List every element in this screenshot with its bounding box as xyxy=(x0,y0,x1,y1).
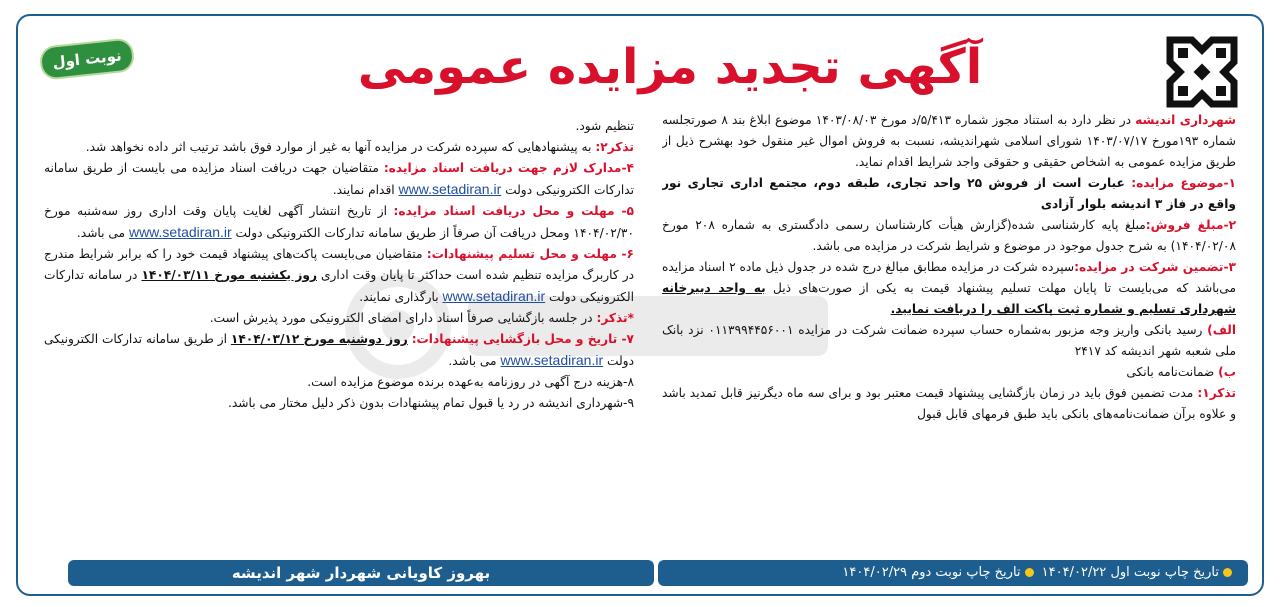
item-9: ۹-شهرداری اندیشه در رد یا قبول تمام پیشنهادات بدون ذکر دلیل مختار می باشد. xyxy=(228,396,634,410)
item-a-text: رسید بانکی واریز وجه مزبور به‌شماره حساب سپرده ضمانت شرکت در مزایده ۰۱۱۳۹۹۴۴۵۶۰۰۱ نزد بانک ملی شعبه شهر اندیشه کد ۲۴۱۷ xyxy=(662,323,1236,358)
setadiran-link[interactable]: www.setadiran.ir xyxy=(442,288,546,304)
intro-text: در نظر دارد به استناد مجوز شماره ۵/۴۱۳/د مورخ ۱۴۰۳/۰۸/۰۳ موضوع ابلاغ بند ۸ صورتجلسه شماره ۱۹۳مورخ ۱۴۰۳/۰۷/۱۷ شورای اسلامی شهراندیشه، نسبت به فروش اموال غیر منقول خود بهشرح ذیل از طریق مزایده عمومی به اشخاص حقیقی و حقوقی واجد شرایط اقدام نماید. xyxy=(662,113,1236,169)
item-4-label: ۴-مدارک لازم جهت دریافت اسناد مزایده: xyxy=(383,161,634,175)
left-column xyxy=(44,116,634,550)
item-4-after: اقدام نمایند. xyxy=(332,183,399,197)
intro-paragraph xyxy=(662,110,1236,173)
item-8: ۸-هزینه درج آگهی در روزنامه به‌عهده برنده موضوع مزایده است. xyxy=(307,375,634,389)
item-7-mid: از طریق سامانه تدارکات الکترونیکی دولت xyxy=(44,332,634,368)
note-star-label: *تذکر: xyxy=(596,311,634,325)
bullet-icon xyxy=(1025,568,1034,577)
item-2-label: ۲-مبلغ فروش: xyxy=(1145,218,1236,232)
note-star xyxy=(44,308,634,329)
second-print-date: ۱۴۰۴/۰۲/۲۹ xyxy=(842,565,908,580)
item-5-after: می باشد. xyxy=(76,226,129,240)
item-b-label: ب) xyxy=(1218,365,1236,379)
note-star-text: در جلسه بازگشایی صرفاً اسناد دارای امضای الکترونیکی مورد پذیرش است. xyxy=(209,311,597,325)
item-a xyxy=(662,320,1236,362)
item-7 xyxy=(44,329,634,372)
item-4 xyxy=(44,158,634,201)
item-3-underlined: به واحد دبیرخانه شهرداری تسلیم و شماره ثبت پاکت الف را دریافت نمایید. xyxy=(662,281,1236,316)
page-title: آگهی تجدید مزایده عمومی xyxy=(357,39,983,95)
item-6-text: متقاضیان می‌بایست پاکت‌های پیشنهاد قیمت خود را که برابر شرایط مندرج در کاربرگ مزایده تنظیم شده است حداکثر تا پایان وقت اداری xyxy=(44,247,634,282)
item-2-text: مبلغ پایه کارشناسی شده(گزارش هیأت کارشناسان رسمی دادگستری به شماره ۲۰۸ مورخ ۱۴۰۴/۰۲/۰۸) به شرح جدول موجود در موضوع و شرایط شرکت در مزایده می باشد. xyxy=(662,218,1236,253)
item-5-label: ۵- مهلت و محل دریافت اسناد مزایده: xyxy=(393,204,634,218)
first-print-date: ۱۴۰۴/۰۲/۲۲ xyxy=(1041,565,1107,580)
item-3-label: ۳-تضمین شرکت در مزایده: xyxy=(1074,260,1236,274)
note-1 xyxy=(662,383,1236,425)
continuation: تنظیم شود. xyxy=(575,119,634,133)
signature-bar: بهروز کاویانی شهردار شهر اندیشه xyxy=(68,560,654,586)
setadiran-link[interactable]: www.setadiran.ir xyxy=(398,181,502,197)
item-b-text: ضمانت‌نامه بانکی xyxy=(1126,365,1219,379)
item-7-label: ۷- تاریخ و محل بازگشایی پیشنهادات: xyxy=(411,332,634,346)
item-6-underlined: روز یکشنبه مورخ ۱۴۰۴/۰۳/۱۱ xyxy=(141,268,317,282)
item-2 xyxy=(662,215,1236,257)
first-print-label: تاریخ چاپ نوبت اول xyxy=(1110,565,1219,580)
item-7-underlined: روز دوشنبه مورخ ۱۴۰۴/۰۳/۱۲ xyxy=(230,332,408,346)
item-3-text: سپرده شرکت در مزایده مطابق مبالغ درج شده در جدول ذیل ماده ۲ اسناد مزایده می‌باشد که می‌بایست تا پایان مهلت تسلیم پیشنهاد قیمت به یکی از صورت‌های ذیل xyxy=(662,260,1236,295)
item-4-text: متقاضیان جهت دریافت اسناد مزایده می بایست از طریق سامانه تدارکات الکترونیکی دولت xyxy=(44,161,634,197)
item-5-text: از تاریخ انتشار آگهی لغایت پایان وقت اداری روز سه‌شنبه مورخ ۱۴۰۴/۰۲/۳۰ ومحل دریافت آن صرفاً از طریق سامانه تدارکات الکترونیکی دولت xyxy=(44,204,634,240)
item-1-text: عبارت است از فروش ۲۵ واحد تجاری، طبقه دوم، مجتمع اداری تجاری نور واقع در فاز ۳ اندیشه بلوار آزادی xyxy=(662,176,1236,211)
note-1-text: مدت تضمین فوق باید در زمان بازگشایی پیشنهاد قیمت معتبر بود و برای سه ماه دیگرنیز قابل تمدید باشد و علاوه برآن ضمانت‌نامه‌های بانکی باید طبق فرمهای قابل قبول xyxy=(662,386,1236,421)
second-print-label: تاریخ چاپ نوبت دوم xyxy=(911,565,1021,580)
item-6 xyxy=(44,244,634,308)
setadiran-link[interactable]: www.setadiran.ir xyxy=(500,352,604,368)
notice-frame xyxy=(16,14,1264,596)
note-2-text: به پیشنهادهایی که سپرده شرکت در مزایده آنها به غیر از موارد فوق باشد ترتیب اثر داده نخواهد شد. xyxy=(85,140,596,154)
setadiran-link[interactable]: www.setadiran.ir xyxy=(128,224,232,240)
item-5 xyxy=(44,201,634,244)
item-1-label: ۱-موضوع مزایده: xyxy=(1131,176,1236,190)
item-6-label: ۶- مهلت و محل تسلیم پیشنهادات: xyxy=(426,247,634,261)
print-dates-bar xyxy=(658,560,1248,586)
note-1-label: تذکر۱: xyxy=(1197,386,1236,400)
org-name: شهرداری اندیشه xyxy=(1135,113,1236,127)
note-2-label: تذکر۲: xyxy=(595,140,634,154)
item-7-after: می باشد. xyxy=(448,354,501,368)
item-3 xyxy=(662,257,1236,320)
note-2 xyxy=(44,137,634,158)
right-column xyxy=(662,110,1236,550)
item-1 xyxy=(662,173,1236,215)
item-6-mid: در سامانه تدارکات الکترونیکی دولت xyxy=(44,268,634,304)
first-print-badge: نوبت اول xyxy=(38,37,135,81)
item-b xyxy=(662,362,1236,383)
municipality-logo-icon xyxy=(1160,30,1244,114)
item-a-label: الف) xyxy=(1207,323,1236,337)
bullet-icon xyxy=(1223,568,1232,577)
item-6-after: بارگذاری نمایند. xyxy=(359,290,443,304)
